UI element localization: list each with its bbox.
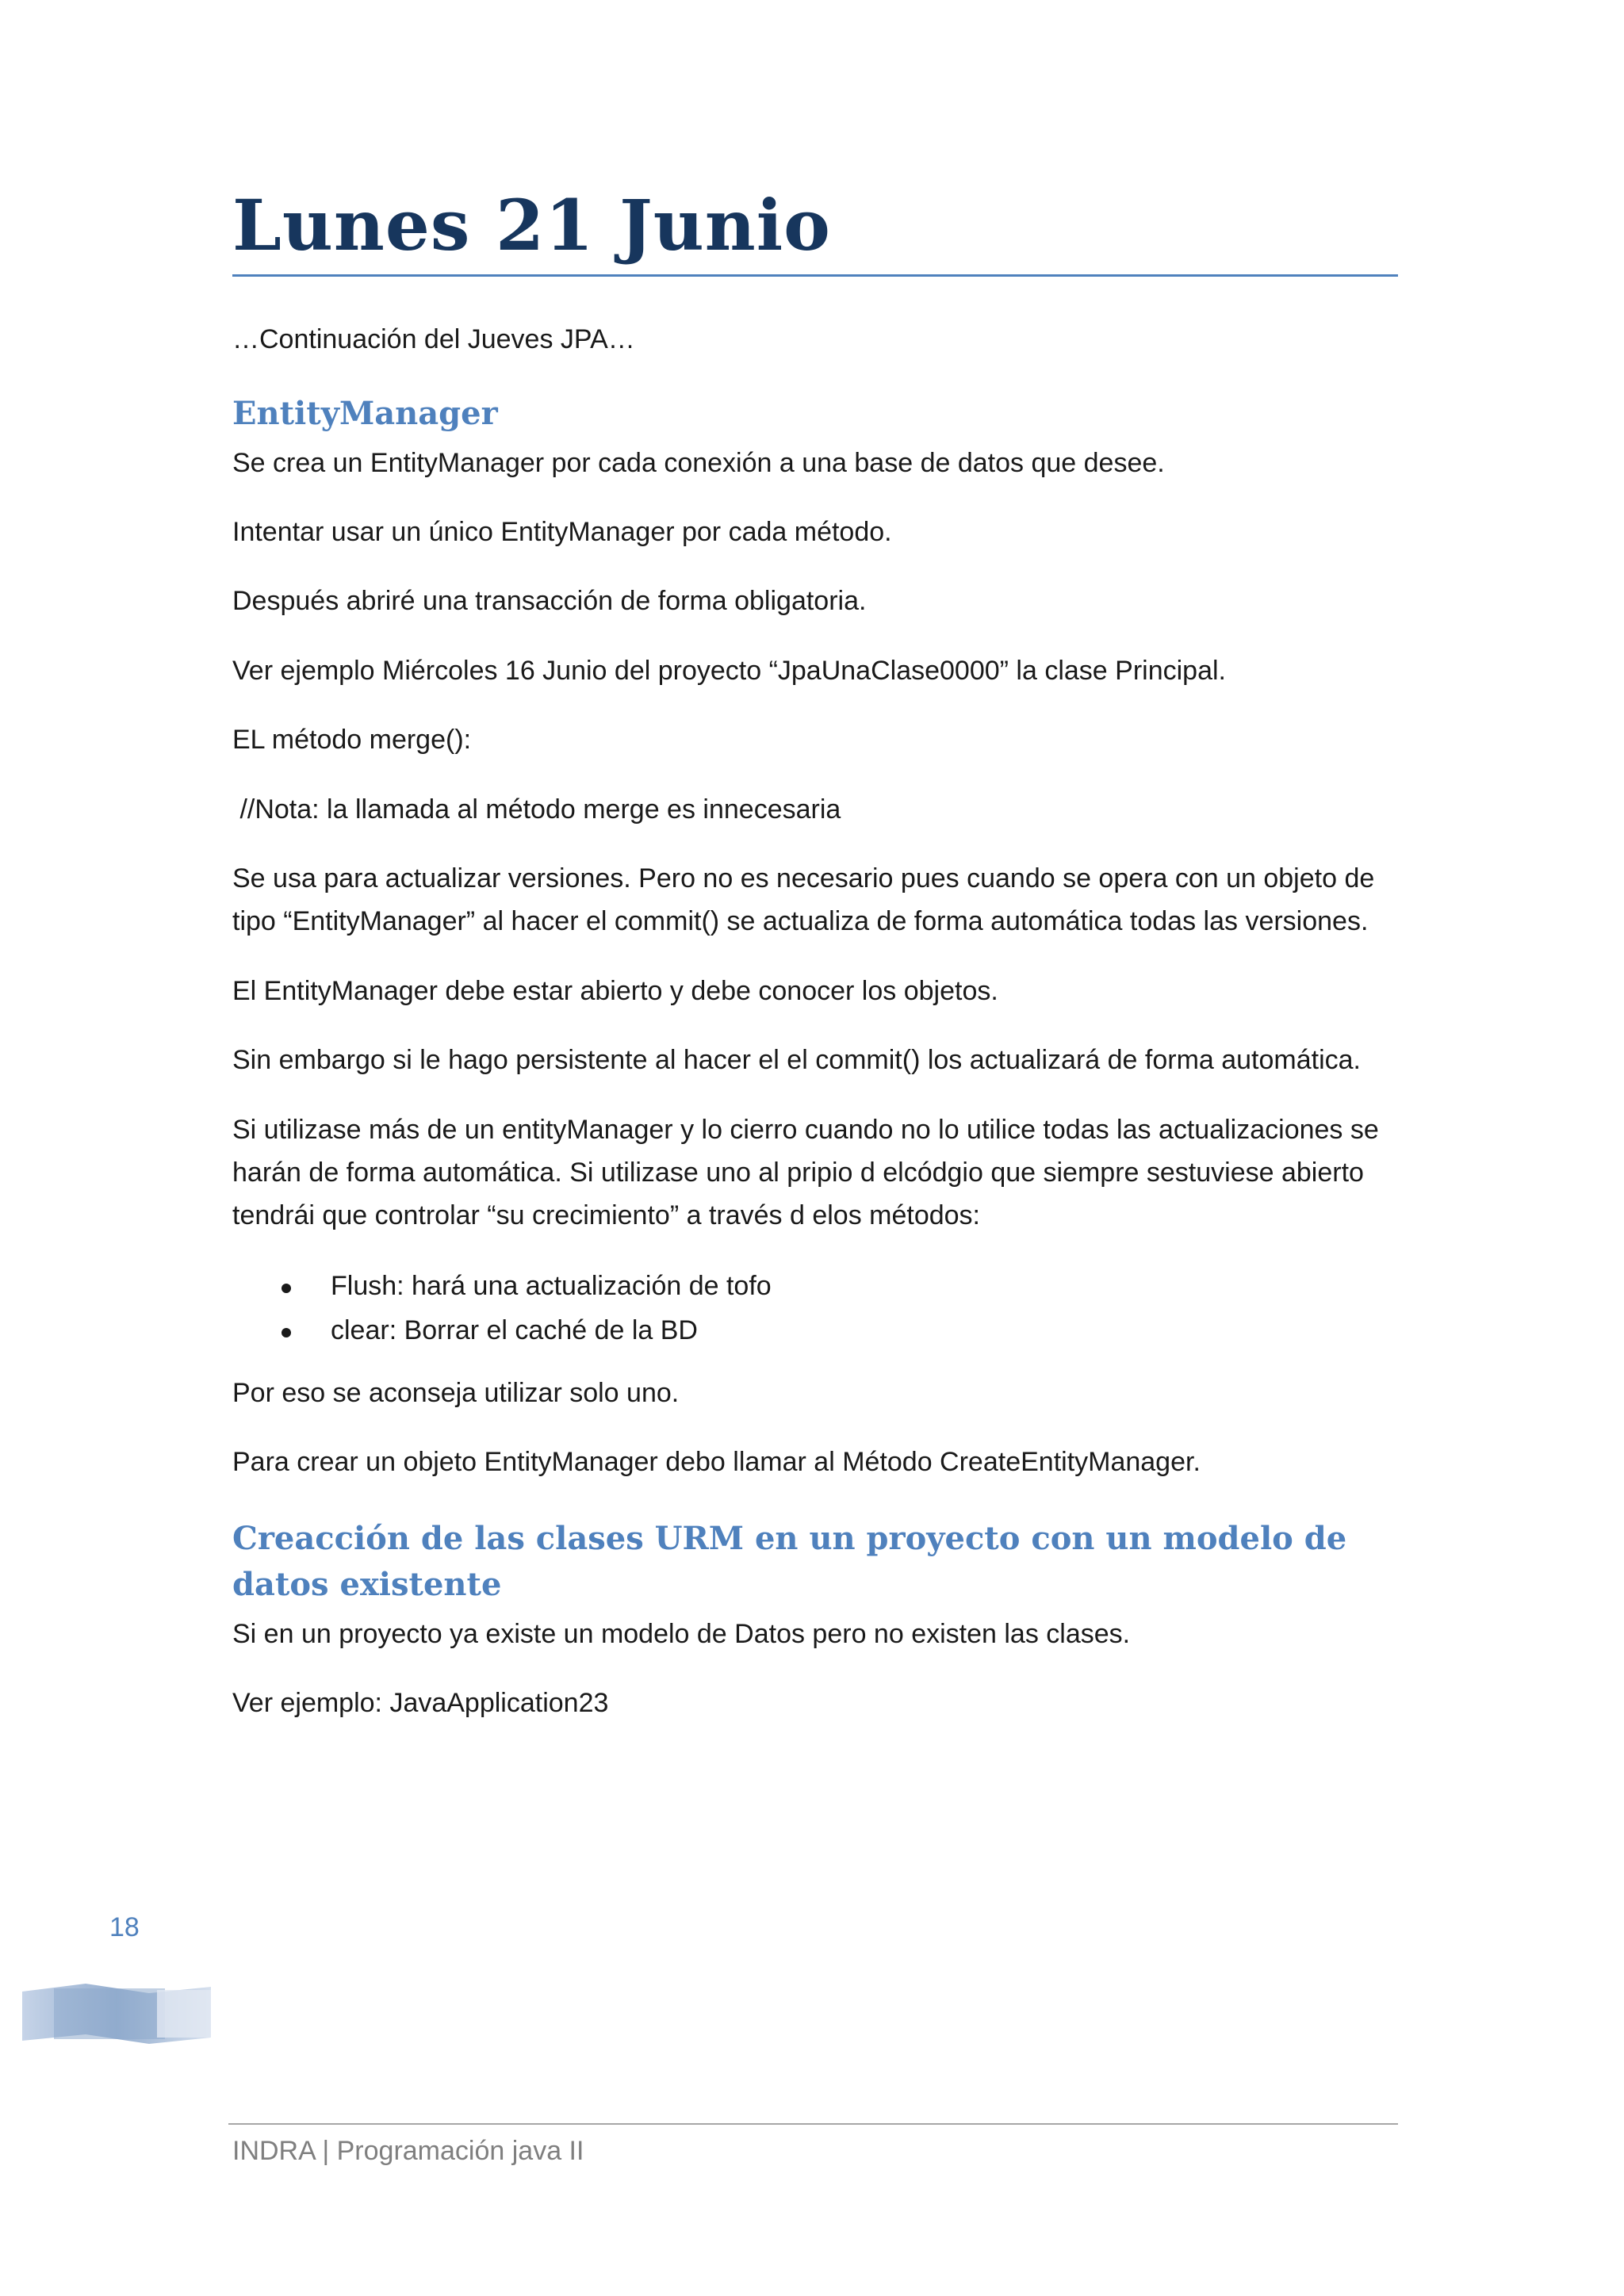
paragraph: Intentar usar un único EntityManager por cada método. [232,516,892,547]
list-item [232,1264,1398,1308]
paragraph: El EntityManager debe estar abierto y debe conocer los objetos. [232,975,998,1006]
list-item-text: clear: Borrar el caché de la BD [331,1314,698,1345]
footer-divider [228,2123,1398,2125]
paragraph-note: //Nota: la llamada al método merge es innecesaria [232,794,841,825]
paragraph: Se usa para actualizar versiones. Pero no es necesario pues cuando se opera con un objeto de tipo “EntityManager” al hacer el commit() se actualiza de forma automática todas las versiones. [232,863,1375,937]
bullet-icon [282,1328,291,1337]
page-tab-graphic-icon [22,1982,211,2045]
footer-text: INDRA | Programación java II [232,2136,584,2166]
paragraph: Se crea un EntityManager por cada conexión a una base de datos que desee. [232,447,1165,478]
page-content [232,184,1398,1751]
bullet-icon [282,1284,291,1293]
list-item [232,1308,1398,1353]
page-title: Lunes 21 Junio [232,190,1398,277]
bullet-list [232,1264,1398,1353]
paragraph: Si utilizase más de un entityManager y lo cierro cuando no lo utilice todas las actualizaciones se harán de forma automática. Si utilizase uno al pripio d elcódgio que siempre sestuviese abierto tendrái que controlar “su crecimiento” a través d elos métodos: [232,1114,1379,1231]
page-number: 18 [109,1912,140,1942]
section-heading-entitymanager: EntityManager [232,394,498,432]
intro-text: …Continuación del Jueves JPA… [232,324,635,354]
list-item-text: Flush: hará una actualización de tofo [331,1270,772,1301]
paragraph: Por eso se aconseja utilizar solo uno. [232,1377,680,1408]
paragraph: Sin embargo si le hago persistente al hacer el el commit() los actualizará de forma automática. [232,1045,1362,1076]
section-heading-urm-classes: Creacción de las clases URM en un proyecto con un modelo de datos existente [232,1519,1347,1603]
paragraph: Ver ejemplo Miércoles 16 Junio del proyecto “JpaUnaClase0000” la clase Principal. [232,655,1226,686]
paragraph: EL método merge(): [232,725,472,756]
paragraph: Para crear un objeto EntityManager debo llamar al Método CreateEntityManager. [232,1447,1201,1478]
paragraph: Después abriré una transacción de forma obligatoria. [232,586,867,617]
paragraph: Si en un proyecto ya existe un modelo de Datos pero no existen las clases. [232,1618,1131,1649]
paragraph: Ver ejemplo: JavaApplication23 [232,1688,609,1719]
